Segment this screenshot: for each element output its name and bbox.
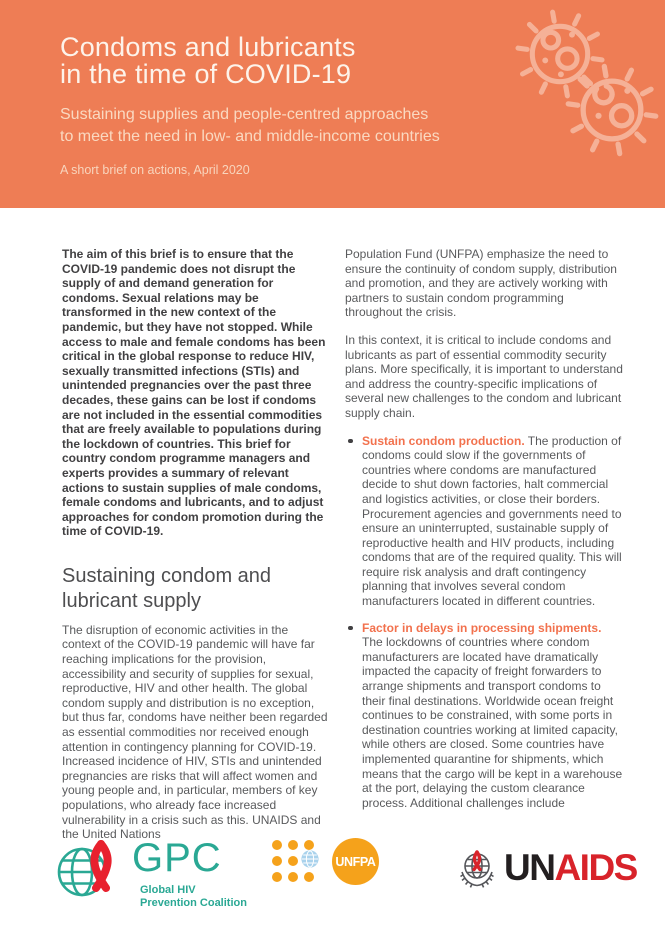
unaids-un-text: UN [504, 847, 555, 888]
bullet-item [345, 434, 623, 609]
left-column [62, 247, 328, 842]
bullet-lead: Sustain condom production. [362, 433, 525, 448]
unaids-aids-text: AIDS [554, 847, 637, 888]
unfpa-circle [332, 838, 379, 885]
page-title-line2: in the time of COVID-19 [60, 59, 352, 89]
page-subtitle-line2: to meet the need in low- and middle-income countries [60, 128, 440, 145]
page-title-line1: Condoms and lubricants [60, 32, 356, 62]
header-banner [0, 0, 665, 208]
un-emblem-icon [454, 847, 500, 893]
bullet-dot-icon [348, 439, 353, 444]
unfpa-logo [272, 838, 402, 888]
page-subtitle [60, 104, 440, 148]
page-title [60, 34, 356, 88]
unfpa-dot [288, 872, 298, 882]
section-heading: Sustaining condom and lubricant supply [62, 564, 272, 612]
coronavirus-icon [562, 60, 662, 160]
unaids-logo [454, 847, 665, 895]
bullet-body: The lockdowns of countries where condom manufacturers are located have dramatically impacted the capacity of freight forwarders to arrange shipments and transport condoms to their final destinations. Worldwide ocean freight continues to be constrained, with some ports in destination countries working at limited capacity, while others are closed. Some countries have implemented quarantine for shipments, which means that the cargo will be kept in a warehouse at the port, delaying the custom clearance process. Additional challenges include [362, 635, 623, 810]
un-globe-icon [301, 850, 319, 868]
body-columns [62, 247, 623, 842]
gpc-acronym: GPC [132, 836, 222, 880]
date-line: A short brief on actions, April 2020 [60, 163, 250, 177]
left-body-paragraph: The disruption of economic activities in the context of the COVID-19 pandemic will have far reaching implications for the provision, accessibility and security of supplies for sexual, reproductive, HIV and other health. The global condom supply and distribution is no exception, but thus far, condoms have neither been regarded as essential commodities nor received enough attention in contingency planning for COVID-19. Increased incidence of HIV, STIs and unintended pregnancies are risks that will affect women and young people and, in particular, members of key populations, who already face increased vulnerability in a crisis such as this. UNAIDS and the United Nations [62, 622, 328, 842]
bullet-lead: Factor in delays in processing shipments. [362, 620, 602, 635]
gpc-name: Global HIV Prevention Coalition [140, 884, 247, 909]
bullet-item [345, 621, 623, 811]
unfpa-dot [272, 856, 282, 866]
right-column [345, 247, 623, 842]
unfpa-dot [304, 840, 314, 850]
right-paragraph-1: Population Fund (UNFPA) emphasize the need to ensure the continuity of condom supply, distribution and promotion, and they are actively working with partners to sustain condom programming throughout the crisis. [345, 247, 617, 320]
unfpa-dot [272, 872, 282, 882]
right-paragraph-2: In this context, it is critical to include condoms and lubricants as part of essential commodity security plans. More specifically, it is important to understand and address the country-specific implications of several new challenges to the condom and lubricant supply chain. [345, 332, 623, 420]
bullet-dot-icon [348, 626, 353, 631]
unfpa-dot [288, 840, 298, 850]
bullet-list [345, 434, 623, 811]
page-subtitle-line1: Sustaining supplies and people-centred approaches [60, 106, 429, 123]
bullet-body: The production of condoms could slow if the governments of countries where condoms are manufactured decide to shut down factories, halt commercial and logistics activities, or close their borders. Procurement agencies and governments need to ensure an uninterrupted, sustainable supply of reproductive health and HIV products, including condoms that are of the required quality. This will require risk analysis and draft contingency planning that involves several condom manufacturers located in different countries. [362, 433, 622, 609]
unfpa-dot [272, 840, 282, 850]
unfpa-dot [288, 856, 298, 866]
unaids-wordmark [504, 847, 637, 889]
unfpa-dot [304, 872, 314, 882]
intro-paragraph: The aim of this brief is to ensure that the COVID-19 pandemic does not disrupt the supply of and demand generation for condoms. Sexual relations may be transformed in the new context of the pandemic, but they have not stopped. While access to male and female condoms has been critical in the global response to reduce HIV, sexually transmitted infections (STIs) and unintended pregnancies over the past three decades, these gains can be lost if condoms are not included in the essential commodities that are freely available to populations during the lockdown of countries. This brief for country condom programme managers and experts provides a summary of relevant actions to sustain supplies of male condoms, female condoms and lubricants, and to adjust approaches for condom promotion during the time of COVID-19. [62, 247, 326, 539]
gpc-logo [56, 836, 286, 916]
red-ribbon-icon [82, 838, 120, 894]
unfpa-acronym: UNFPA [335, 854, 376, 869]
